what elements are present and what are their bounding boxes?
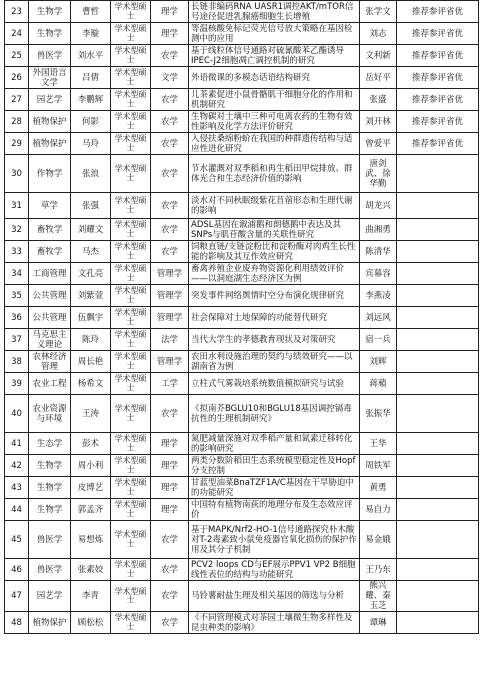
student-name-cell: 马玲 (71, 133, 111, 155)
table-row (5, 133, 479, 155)
student-name-cell: 李青 (71, 581, 111, 612)
degree-type-cell: 学术型硕士 (111, 499, 151, 521)
tutor-cell: 张学文 (360, 1, 397, 23)
discipline-cell: 农学 (151, 193, 189, 219)
recommendation-cell (397, 433, 479, 455)
tutor-cell: 刘志 (360, 23, 397, 45)
discipline-cell: 农学 (151, 155, 189, 193)
degree-type-cell: 学术型硕士 (111, 559, 151, 581)
row-number: 33 (5, 241, 29, 263)
table-row (5, 559, 479, 581)
table-row (5, 263, 479, 285)
recommendation-cell (397, 285, 479, 307)
row-number: 25 (5, 45, 29, 67)
table-row (5, 219, 479, 241)
major-cell: 畜牧学 (29, 219, 71, 241)
thesis-table (4, 0, 479, 634)
student-name-cell: 张素姣 (71, 559, 111, 581)
tutor-cell: 曾爱平 (360, 133, 397, 155)
row-number: 46 (5, 559, 29, 581)
tutor-cell: 唐剑武、徐华勤 (360, 155, 397, 193)
tutor-cell: 李燕凌 (360, 285, 397, 307)
thesis-title-cell: 儿茶素促进小鼠骨骼肌干细胞分化的作用和机制研究 (189, 89, 360, 111)
recommendation-cell (397, 521, 479, 559)
recommendation-cell: 推荐参评省优 (397, 133, 479, 155)
tutor-cell: 张振华 (360, 395, 397, 433)
row-number: 26 (5, 67, 29, 89)
student-name-cell: 李鹏辉 (71, 89, 111, 111)
thesis-title-cell: 突发事件网络舆情时空分布演化规律研究 (189, 285, 360, 307)
major-cell: 马克思主义理论 (29, 329, 71, 351)
recommendation-cell: 推荐参评省优 (397, 67, 479, 89)
recommendation-cell (397, 155, 479, 193)
major-cell: 生物学 (29, 499, 71, 521)
recommendation-cell: 推荐参评省优 (397, 89, 479, 111)
thesis-title-cell: 生物碳对土壤中三种可电离农药的生物有效性影响及化学方法评价研究 (189, 111, 360, 133)
student-name-cell: 刘水平 (71, 45, 111, 67)
discipline-cell: 农学 (151, 612, 189, 634)
tutor-cell: 曲湘勇 (360, 219, 397, 241)
table-row (5, 193, 479, 219)
tutor-cell: 陈清华 (360, 241, 397, 263)
tutor-cell: 王华 (360, 433, 397, 455)
row-number: 30 (5, 155, 29, 193)
table-row (5, 581, 479, 612)
thesis-title-cell: 两类分数阶稻田生态系统模型稳定性及Hopf分支控制 (189, 455, 360, 477)
thesis-title-cell: 中国特有植物南荻的地理分布及生态效应评价 (189, 499, 360, 521)
student-name-cell: 顾松松 (71, 612, 111, 634)
recommendation-cell (397, 395, 479, 433)
row-number: 41 (5, 433, 29, 455)
major-cell: 农业工程 (29, 373, 71, 395)
degree-type-cell: 学术型硕士 (111, 285, 151, 307)
recommendation-cell (397, 329, 479, 351)
major-cell: 公共管理 (29, 285, 71, 307)
discipline-cell: 农学 (151, 133, 189, 155)
table-row (5, 285, 479, 307)
table-row (5, 23, 479, 45)
row-number: 36 (5, 307, 29, 329)
major-cell: 生态学 (29, 433, 71, 455)
student-name-cell: 杨希文 (71, 373, 111, 395)
major-cell: 园艺学 (29, 89, 71, 111)
discipline-cell: 管理学 (151, 351, 189, 373)
row-number: 44 (5, 499, 29, 521)
degree-type-cell: 学术型硕士 (111, 155, 151, 193)
table-row (5, 45, 479, 67)
recommendation-cell (397, 193, 479, 219)
discipline-cell: 农学 (151, 219, 189, 241)
degree-type-cell: 学术型硕士 (111, 329, 151, 351)
major-cell: 生物学 (29, 477, 71, 499)
table-row (5, 89, 479, 111)
tutor-cell: 宿一兵 (360, 329, 397, 351)
discipline-cell: 农学 (151, 559, 189, 581)
degree-type-cell: 学术型硕士 (111, 521, 151, 559)
major-cell: 作物学 (29, 155, 71, 193)
thesis-title-cell: 长链非编码RNA UASR1调控AKT/mTOR信号途径促进乳腺癌细胞生长增殖 (189, 1, 360, 23)
row-number: 34 (5, 263, 29, 285)
table-row (5, 67, 479, 89)
tutor-cell: 刘远风 (360, 307, 397, 329)
degree-type-cell: 学术型硕士 (111, 395, 151, 433)
table-row (5, 155, 479, 193)
tutor-cell: 岳好平 (360, 67, 397, 89)
discipline-cell: 农学 (151, 89, 189, 111)
tutor-cell: 刘开林 (360, 111, 397, 133)
tutor-cell: 易金娥 (360, 521, 397, 559)
major-cell: 工商管理 (29, 263, 71, 285)
row-number: 32 (5, 219, 29, 241)
student-name-cell: 王涛 (71, 395, 111, 433)
tutor-cell: 张盛 (360, 89, 397, 111)
table-row (5, 111, 479, 133)
major-cell: 兽医学 (29, 45, 71, 67)
student-name-cell: 彭术 (71, 433, 111, 455)
row-number: 29 (5, 133, 29, 155)
discipline-cell: 理学 (151, 499, 189, 521)
degree-type-cell: 学术型硕士 (111, 455, 151, 477)
discipline-cell: 农学 (151, 521, 189, 559)
major-cell: 兽医学 (29, 521, 71, 559)
degree-type-cell: 学术型硕士 (111, 241, 151, 263)
student-name-cell: 郭孟齐 (71, 499, 111, 521)
discipline-cell: 农学 (151, 395, 189, 433)
major-cell: 农林经济管理 (29, 351, 71, 373)
major-cell: 生物学 (29, 1, 71, 23)
table-row (5, 521, 479, 559)
thesis-title-cell: 立柱式气雾栽培系统数值模拟研究与试验 (189, 373, 360, 395)
recommendation-cell (397, 455, 479, 477)
major-cell: 植物保护 (29, 612, 71, 634)
thesis-title-cell: 《不同管理模式对茶园土壤微生物多样性及昆虫种类的影响》 (189, 612, 360, 634)
student-name-cell: 皮博艺 (71, 477, 111, 499)
student-name-cell: 周长艳 (71, 351, 111, 373)
discipline-cell: 农学 (151, 241, 189, 263)
degree-type-cell: 学术型硕士 (111, 263, 151, 285)
major-cell: 农业资源与环境 (29, 395, 71, 433)
table-row (5, 1, 479, 23)
degree-type-cell: 学术型硕士 (111, 133, 151, 155)
student-name-cell: 李璇 (71, 23, 111, 45)
discipline-cell: 管理学 (151, 285, 189, 307)
recommendation-cell (397, 581, 479, 612)
row-number: 39 (5, 373, 29, 395)
student-name-cell: 易想炼 (71, 521, 111, 559)
degree-type-cell: 学术型硕士 (111, 1, 151, 23)
discipline-cell: 理学 (151, 23, 189, 45)
tutor-cell: 宾幕容 (360, 263, 397, 285)
recommendation-cell (397, 612, 479, 634)
thesis-title-cell: 当代大学生的孝德教育现状及对策研究 (189, 329, 360, 351)
major-cell: 公共管理 (29, 307, 71, 329)
major-cell: 外国语言文学 (29, 67, 71, 89)
discipline-cell: 农学 (151, 581, 189, 612)
thesis-title-cell: 畜禽养殖企业废弃物资源化利用绩效评价——以洞庭湖生态经济区为例 (189, 263, 360, 285)
thesis-title-cell: 社会保障对土地保障的功能替代研究 (189, 307, 360, 329)
student-name-cell: 刘耀文 (71, 219, 111, 241)
degree-type-cell: 学术型硕士 (111, 373, 151, 395)
discipline-cell: 管理学 (151, 307, 189, 329)
recommendation-cell (397, 307, 479, 329)
thesis-title-cell: 基于线粒体信号通路对硫氰酸苯乙酯诱导IPEC-J2细胞凋亡调控机制的研究 (189, 45, 360, 67)
thesis-title-cell: 节水灌溉对双季稻和再生稻田甲烷排放、群体光合和生态经济价值的影响 (189, 155, 360, 193)
major-cell: 园艺学 (29, 581, 71, 612)
recommendation-cell: 推荐参评省优 (397, 23, 479, 45)
recommendation-cell (397, 263, 479, 285)
degree-type-cell: 学术型硕士 (111, 612, 151, 634)
tutor-cell: 王乃东 (360, 559, 397, 581)
tutor-cell: 文利新 (360, 45, 397, 67)
discipline-cell: 管理学 (151, 263, 189, 285)
thesis-title-cell: 等温核酸免标记荧光信号放大策略在基因检测中的应用 (189, 23, 360, 45)
degree-type-cell: 学术型硕士 (111, 477, 151, 499)
thesis-title-cell: 农田水利设施治理的契约与绩效研究——以湖南省为例 (189, 351, 360, 373)
student-name-cell: 曹哲 (71, 1, 111, 23)
discipline-cell: 理学 (151, 477, 189, 499)
recommendation-cell (397, 351, 479, 373)
discipline-cell: 理学 (151, 433, 189, 455)
discipline-cell: 理学 (151, 455, 189, 477)
thesis-title-cell: 《拟南芥BGLU10和BGLU18基因调控镉毒抗性的生理机制研究》 (189, 395, 360, 433)
table-row (5, 351, 479, 373)
table-row (5, 477, 479, 499)
degree-type-cell: 学术型硕士 (111, 351, 151, 373)
row-number: 47 (5, 581, 29, 612)
major-cell: 草学 (29, 193, 71, 219)
table-row (5, 455, 479, 477)
major-cell: 兽医学 (29, 559, 71, 581)
thesis-title-cell: 外语微课的多模态话语结构研究 (189, 67, 360, 89)
recommendation-cell (397, 499, 479, 521)
discipline-cell: 农学 (151, 45, 189, 67)
thesis-title-cell: 甘蓝型油菜BnaTZF1A/C基因在干旱胁迫中的功能研究 (189, 477, 360, 499)
tutor-cell: 熊兴耀、秦玉芝 (360, 581, 397, 612)
table-row (5, 329, 479, 351)
student-name-cell: 张强 (71, 193, 111, 219)
recommendation-cell (397, 241, 479, 263)
thesis-title-cell: 入侵扶桑绵粉蚧在我国的种群遗传结构与适应性进化研究 (189, 133, 360, 155)
major-cell: 生物学 (29, 455, 71, 477)
discipline-cell: 文学 (151, 67, 189, 89)
major-cell: 植物保护 (29, 133, 71, 155)
tutor-cell: 蒋蘋 (360, 373, 397, 395)
degree-type-cell: 学术型硕士 (111, 433, 151, 455)
degree-type-cell: 学术型硕士 (111, 219, 151, 241)
row-number: 42 (5, 455, 29, 477)
table-row (5, 433, 479, 455)
thesis-title-cell: ADSL基因在溆浦鹅和朗德鹅中表达及其SNPs与肌苷酸含量的关联性研究 (189, 219, 360, 241)
row-number: 45 (5, 521, 29, 559)
recommendation-cell: 推荐参评省优 (397, 45, 479, 67)
major-cell: 生物学 (29, 23, 71, 45)
major-cell: 植物保护 (29, 111, 71, 133)
row-number: 23 (5, 1, 29, 23)
thesis-title-cell: 基于MAPK/Nrf2-HO-1信号通路探究朴木酸对T-2毒素致小鼠免疫器官氧化损伤的保护作用及其分子机制 (189, 521, 360, 559)
recommendation-cell: 推荐参评省优 (397, 1, 479, 23)
row-number: 31 (5, 193, 29, 219)
student-name-cell: 伍飘宇 (71, 307, 111, 329)
degree-type-cell: 学术型硕士 (111, 23, 151, 45)
recommendation-cell: 推荐参评省优 (397, 111, 479, 133)
major-cell: 畜牧学 (29, 241, 71, 263)
thesis-title-cell: 氮肥减量深施对双季稻产量和氮素迁移转化的影响研究 (189, 433, 360, 455)
student-name-cell: 马杰 (71, 241, 111, 263)
thesis-title-cell: 饲粮直链/支链淀粉比和淀粉酶对肉鸡生长性能的影响及其互作效应研究 (189, 241, 360, 263)
recommendation-cell (397, 373, 479, 395)
student-name-cell: 文孔亮 (71, 263, 111, 285)
degree-type-cell: 学术型硕士 (111, 307, 151, 329)
student-name-cell: 周小利 (71, 455, 111, 477)
discipline-cell: 理学 (151, 1, 189, 23)
degree-type-cell: 学术型硕士 (111, 89, 151, 111)
table-row (5, 307, 479, 329)
thesis-title-cell: 马铃薯耐盐生理及相关基因的筛选与分析 (189, 581, 360, 612)
student-name-cell: 张浪 (71, 155, 111, 193)
discipline-cell: 农学 (151, 111, 189, 133)
degree-type-cell: 学术型硕士 (111, 45, 151, 67)
thesis-title-cell: 淡水对不同秋眠级紫花苜蓿形态和生理代谢的影响 (189, 193, 360, 219)
recommendation-cell (397, 559, 479, 581)
row-number: 27 (5, 89, 29, 111)
row-number: 48 (5, 612, 29, 634)
tutor-cell: 刘辉 (360, 351, 397, 373)
degree-type-cell: 学术型硕士 (111, 193, 151, 219)
degree-type-cell: 学术型硕士 (111, 111, 151, 133)
table-row (5, 499, 479, 521)
tutor-cell: 黄勇 (360, 477, 397, 499)
row-number: 40 (5, 395, 29, 433)
tutor-cell: 易自力 (360, 499, 397, 521)
tutor-cell: 胡龙兴 (360, 193, 397, 219)
table-row (5, 395, 479, 433)
row-number: 24 (5, 23, 29, 45)
row-number: 43 (5, 477, 29, 499)
student-name-cell: 陈玲 (71, 329, 111, 351)
student-name-cell: 何影 (71, 111, 111, 133)
student-name-cell: 吕倩 (71, 67, 111, 89)
tutor-cell: 谭琳 (360, 612, 397, 634)
degree-type-cell: 学术型硕士 (111, 67, 151, 89)
discipline-cell: 工学 (151, 373, 189, 395)
table-row (5, 241, 479, 263)
row-number: 28 (5, 111, 29, 133)
recommendation-cell (397, 219, 479, 241)
student-name-cell: 刘紫萱 (71, 285, 111, 307)
table-row (5, 612, 479, 634)
row-number: 37 (5, 329, 29, 351)
recommendation-cell (397, 477, 479, 499)
discipline-cell: 法学 (151, 329, 189, 351)
degree-type-cell: 学术型硕士 (111, 581, 151, 612)
tutor-cell: 周铁军 (360, 455, 397, 477)
table-row (5, 373, 479, 395)
row-number: 38 (5, 351, 29, 373)
thesis-title-cell: PCV2 loops CD与EF展示PPV1 VP2 B细胞线性表位的结构与功能研究 (189, 559, 360, 581)
row-number: 35 (5, 285, 29, 307)
